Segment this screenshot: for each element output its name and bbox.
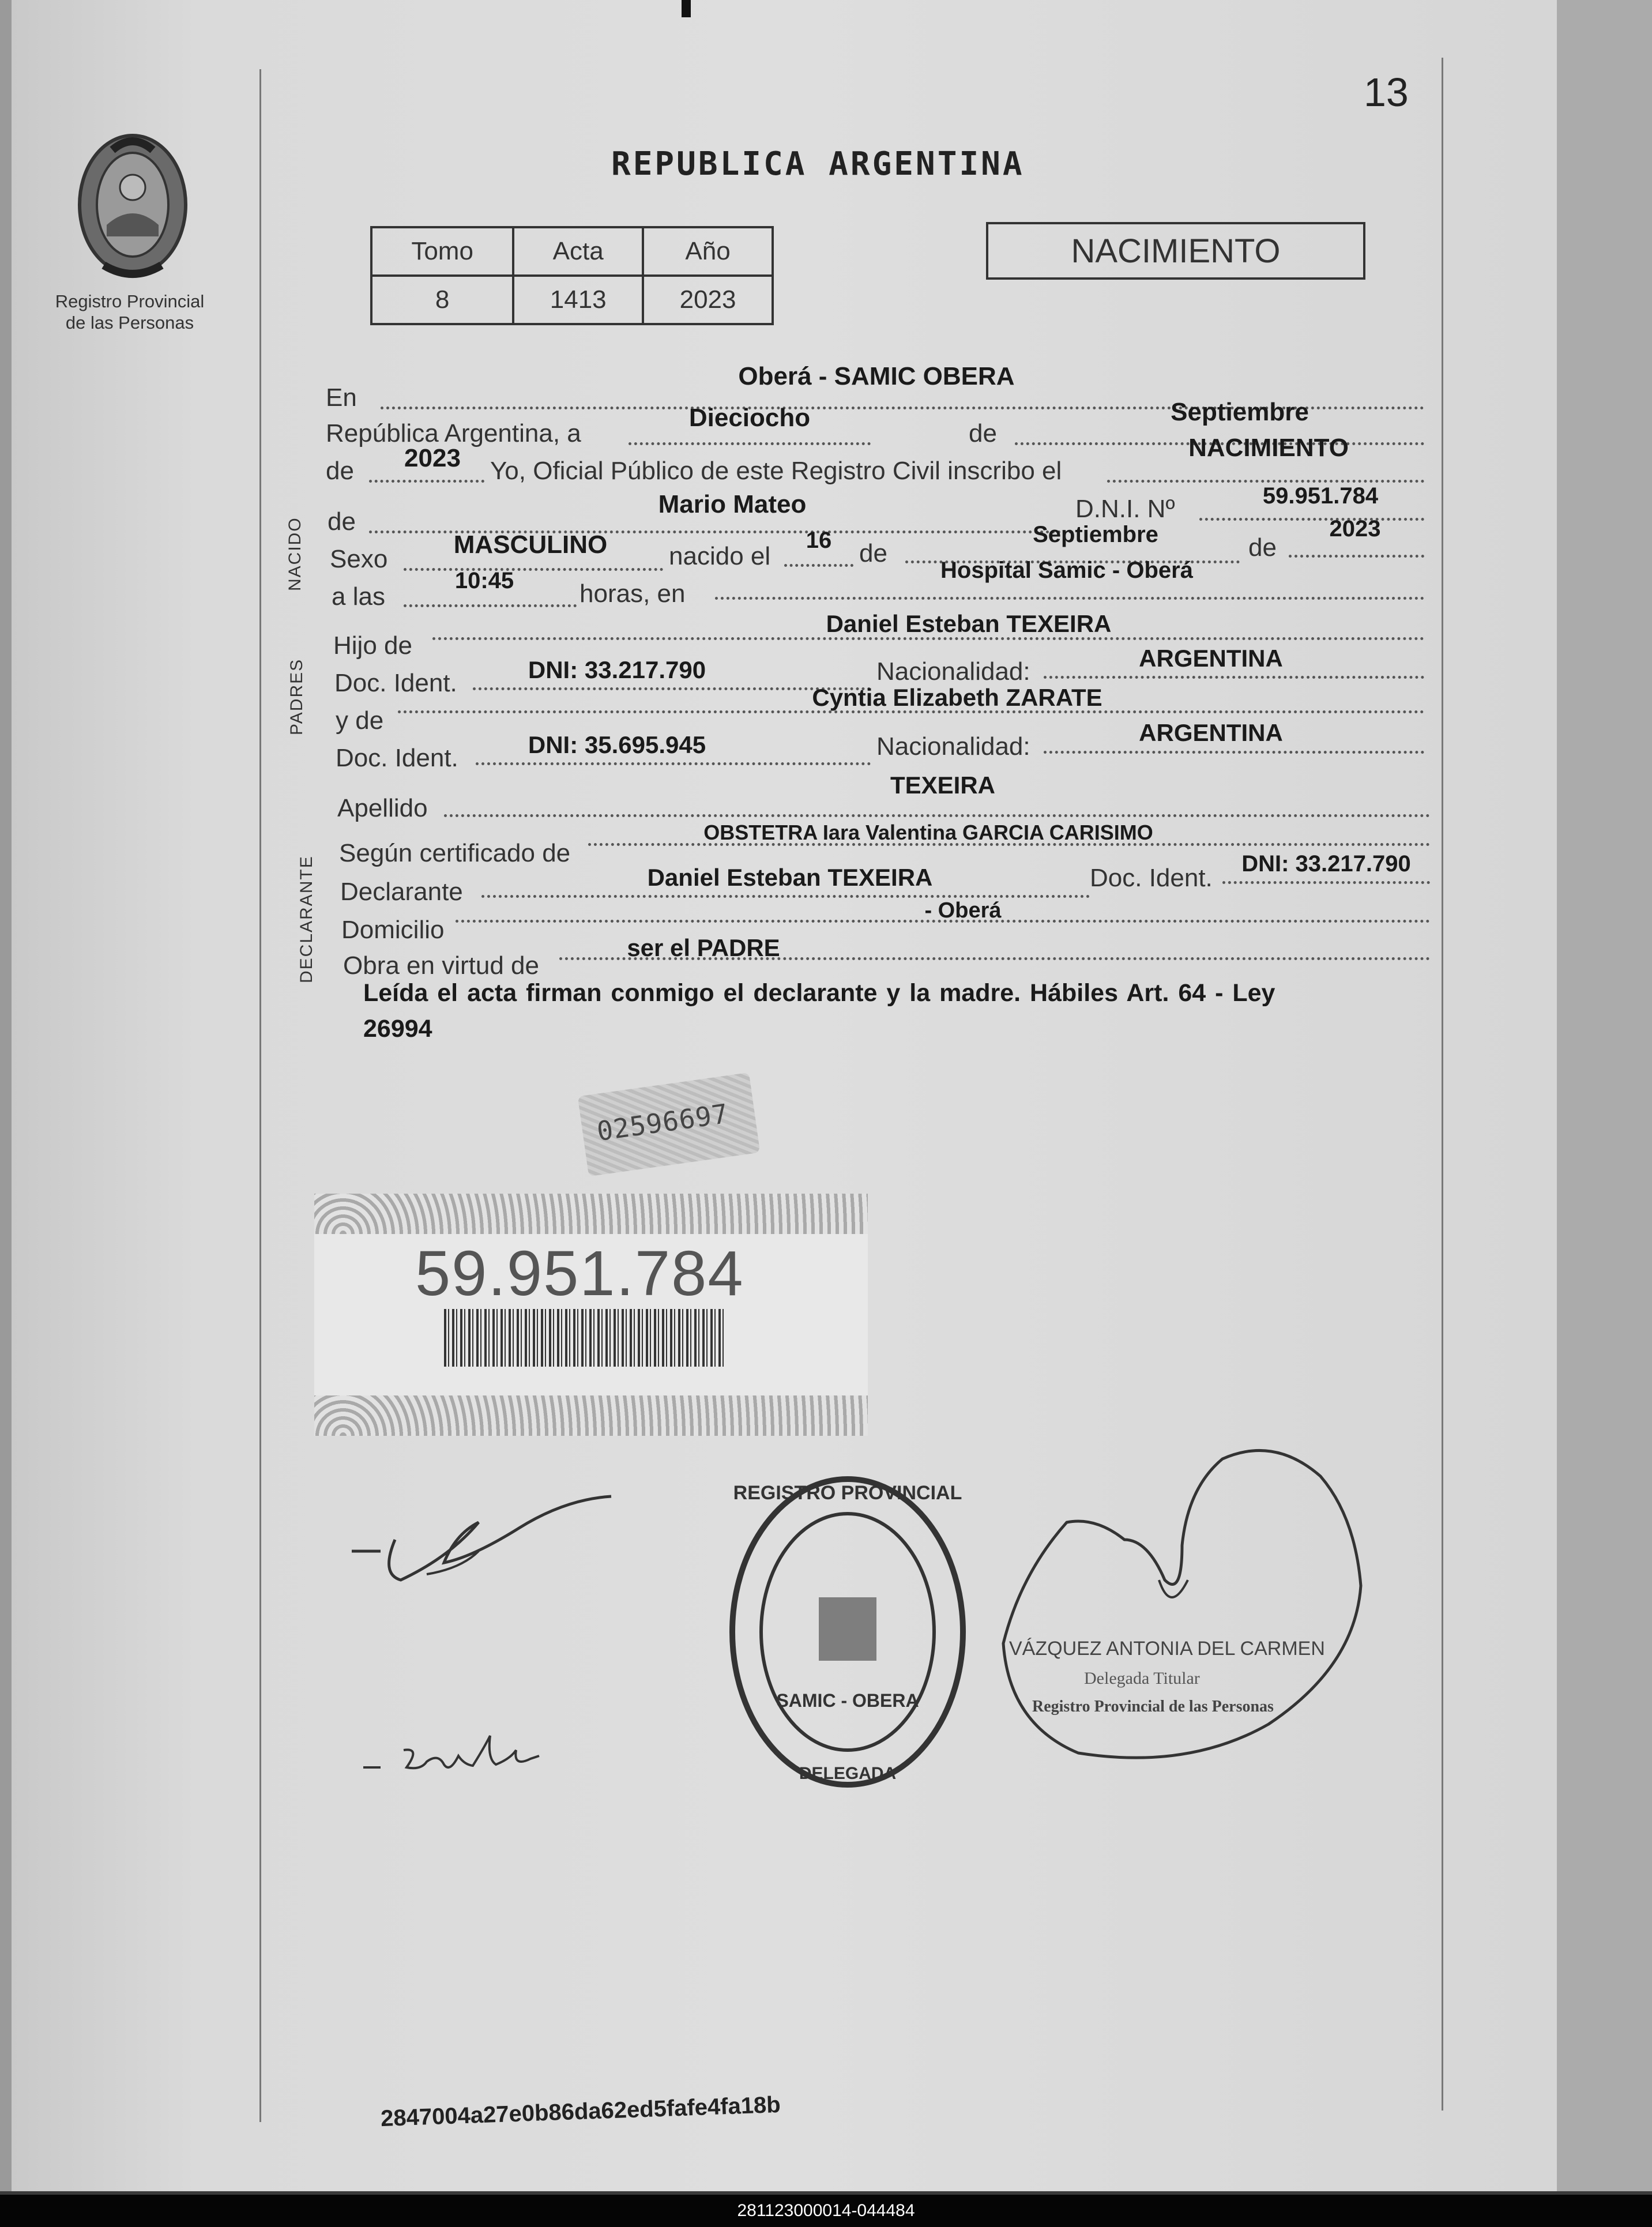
registration-year: 2023: [404, 444, 461, 472]
label-segun-certificado: Según certificado de: [339, 839, 571, 867]
emblem-caption-2: de las Personas: [65, 313, 194, 333]
label-nacionalidad-mother: Nacionalidad:: [876, 732, 1030, 761]
label-nacionalidad-father: Nacionalidad:: [876, 657, 1030, 686]
left-margin-rule: [259, 69, 261, 2122]
declarant-signature: [346, 1488, 617, 1597]
rule-line: [1222, 881, 1430, 884]
label-declarante: Declarante: [340, 878, 463, 906]
svg-text:Delegada Titular: Delegada Titular: [1084, 1669, 1200, 1688]
child-surname: TEXEIRA: [890, 772, 996, 799]
ref-value-acta: 1413: [513, 276, 643, 324]
mother-dni: DNI: 35.695.945: [528, 731, 706, 758]
mother-nationality: ARGENTINA: [1139, 719, 1283, 746]
label-de-birth-year: de: [1248, 533, 1277, 562]
svg-text:VÁZQUEZ ANTONIA DEL CARMEN: VÁZQUEZ ANTONIA DEL CARMEN: [1009, 1638, 1325, 1660]
right-margin-rule: [1442, 58, 1443, 2111]
child-sex: MASCULINO: [453, 531, 608, 559]
label-doc-ident-declarant: Doc. Ident.: [1090, 864, 1213, 892]
scan-left-edge: [0, 0, 12, 2191]
scan-notch: [682, 0, 691, 17]
registration-day: Dieciocho: [688, 404, 811, 432]
scan-right-edge: [1557, 0, 1652, 2191]
label-nacido-el: nacido el: [669, 542, 771, 570]
label-de-name: de: [328, 507, 356, 536]
birth-year: 2023: [1329, 516, 1381, 541]
footer-bar: [0, 2195, 1652, 2227]
declarant-name: Daniel Esteban TEXEIRA: [647, 864, 933, 891]
misiones-emblem-icon: [72, 127, 193, 285]
label-dni: D.N.I. Nº: [1075, 495, 1175, 523]
footer-id: 281123000014-044484: [737, 2201, 915, 2220]
label-hijo-de: Hijo de: [333, 631, 412, 660]
label-y-de: y de: [336, 706, 384, 735]
ref-header-tomo: Tomo: [371, 227, 513, 276]
declarant-address: - Oberá: [924, 898, 1002, 923]
birth-place: Hospital Samic - Oberá: [940, 558, 1193, 583]
svg-text:DELEGADA: DELEGADA: [799, 1764, 897, 1783]
birth-time: 10:45: [454, 568, 514, 593]
ref-value-anio: 2023: [643, 276, 773, 324]
registry-round-stamp: [718, 1465, 977, 1799]
hologram-seal: [578, 1073, 761, 1176]
section-label-nacido: NACIDO: [285, 517, 304, 591]
ref-header-acta: Acta: [513, 227, 643, 276]
closing-statement: Leída el acta firman conmigo el declarante y la madre. Hábiles Art. 64 - Ley: [363, 979, 1275, 1007]
section-label-declarante: DECLARANTE: [297, 855, 316, 983]
sticker-pattern-top: [314, 1194, 868, 1234]
rule-line: [629, 442, 871, 445]
label-doc-ident-father: Doc. Ident.: [334, 669, 457, 697]
label-republica: República Argentina, a: [326, 419, 581, 447]
label-horas-en: horas, en: [579, 580, 686, 608]
rule-line: [1044, 751, 1424, 754]
rule-line: [404, 604, 577, 607]
label-obra-en-virtud: Obra en virtud de: [343, 951, 539, 980]
closing-statement-law: 26994: [363, 1015, 432, 1043]
page-title: REPUBLICA ARGENTINA: [611, 145, 1025, 183]
section-label-padres: PADRES: [287, 658, 306, 735]
dni-sticker: [314, 1194, 868, 1436]
document-type-box: NACIMIENTO: [986, 222, 1365, 280]
place-of-registration: Oberá - SAMIC OBERA: [738, 362, 1015, 390]
act-type-value: NACIMIENTO: [1188, 434, 1349, 462]
certificate-issuer: OBSTETRA Iara Valentina GARCIA CARISIMO: [703, 821, 1153, 844]
label-domicilio: Domicilio: [341, 916, 445, 944]
birth-month: Septiembre: [1033, 522, 1158, 547]
barcode: [444, 1309, 724, 1367]
father-dni: DNI: 33.217.790: [528, 656, 706, 683]
label-a-las: a las: [332, 582, 385, 611]
hologram-serial: 02596697: [594, 1097, 731, 1148]
label-de: de: [969, 419, 997, 447]
declarant-relationship: ser el PADRE: [627, 934, 780, 961]
reference-table: [370, 226, 774, 325]
page-number: 13: [1364, 70, 1409, 115]
mother-name: Cyntia Elizabeth ZARATE: [812, 684, 1102, 711]
ref-header-anio: Año: [643, 227, 773, 276]
label-sexo: Sexo: [330, 545, 388, 573]
registration-month: Septiembre: [1171, 398, 1309, 426]
svg-text:REGISTRO PROVINCIAL: REGISTRO PROVINCIAL: [733, 1482, 962, 1504]
sticker-pattern-bottom: [314, 1395, 868, 1436]
mother-signature: [358, 1724, 577, 1788]
child-dni: 59.951.784: [1262, 483, 1379, 509]
rule-line: [369, 480, 484, 483]
sticker-number: 59.951.784: [415, 1238, 744, 1309]
child-given-names: Mario Mateo: [658, 490, 807, 518]
svg-text:SAMIC - OBERA: SAMIC - OBERA: [776, 1690, 919, 1711]
certificate-page: [12, 0, 1557, 2191]
label-de-year: de: [326, 457, 354, 485]
rule-line: [444, 814, 1430, 817]
officer-statement: Yo, Oficial Público de este Registro Civil inscribo el: [490, 457, 1062, 485]
father-nationality: ARGENTINA: [1139, 645, 1283, 672]
father-name: Daniel Esteban TEXEIRA: [826, 610, 1112, 637]
ref-value-tomo: 8: [371, 276, 513, 324]
rule-line: [481, 895, 1090, 898]
label-apellido: Apellido: [337, 794, 428, 822]
declarant-dni: DNI: 33.217.790: [1241, 851, 1411, 876]
rule-line: [715, 597, 1424, 600]
label-doc-ident-mother: Doc. Ident.: [336, 744, 458, 772]
document-hash: 2847004a27e0b86da62ed5fafe4fa18b: [380, 2091, 781, 2132]
label-de-month: de: [859, 539, 887, 567]
birth-day: 16: [806, 528, 832, 553]
rule-line: [1044, 676, 1424, 679]
label-en: En: [326, 383, 357, 412]
emblem-caption-1: Registro Provincial: [55, 291, 205, 311]
svg-text:Registro Provincial de las Per: Registro Provincial de las Personas: [1032, 1698, 1274, 1716]
rule-line: [476, 762, 871, 765]
rule-line: [1107, 480, 1424, 483]
official-signature-stamp: [998, 1424, 1372, 1782]
